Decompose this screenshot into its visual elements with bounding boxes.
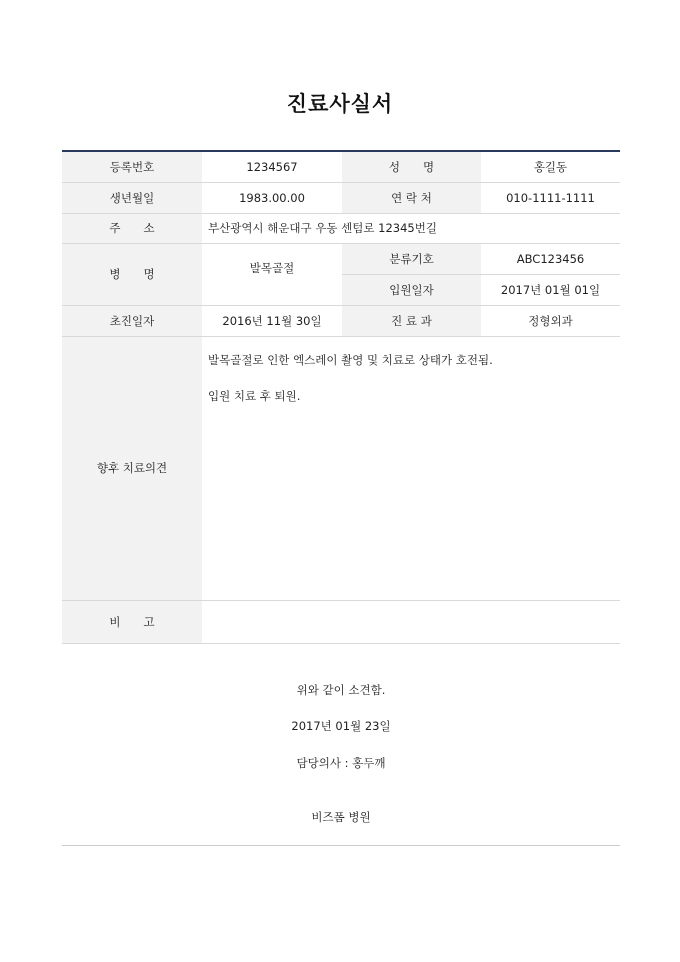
contact-value: 010-1111-1111 <box>481 182 620 213</box>
opinion-line-1: 발목골절로 인한 엑스레이 촬영 및 치료로 상태가 호전됨. <box>208 352 493 367</box>
opinion-line-2: 입원 치료 후 퇴원. <box>208 388 301 403</box>
department-value: 정형외과 <box>481 305 620 336</box>
reg-no-label: 등록번호 <box>62 151 202 182</box>
statement-text: 위와 같이 소견함. <box>296 683 386 697</box>
issue-date: 2017년 01월 23일 <box>291 719 391 733</box>
row-first-visit <box>62 305 620 336</box>
department-label: 진 료 과 <box>342 305 481 336</box>
doctor-signature: 담당의사 : 홍두깨 <box>296 756 386 770</box>
row-disease <box>62 243 620 274</box>
contact-label: 연 락 처 <box>342 182 481 213</box>
first-visit-label: 초진일자 <box>62 305 202 336</box>
class-code-label: 분류기호 <box>342 243 481 274</box>
disease-value: 발목골절 <box>202 243 342 305</box>
address-label: 주 소 <box>62 213 202 243</box>
row-remarks <box>62 600 620 643</box>
opinion-value <box>202 336 620 600</box>
first-visit-value: 2016년 11월 30일 <box>202 305 342 336</box>
bottom-divider <box>62 845 620 846</box>
row-registration <box>62 151 620 182</box>
row-address <box>62 213 620 243</box>
admission-value: 2017년 01월 01일 <box>481 274 620 305</box>
birth-label: 생년월일 <box>62 182 202 213</box>
remarks-value <box>202 600 620 643</box>
class-code-value: ABC123456 <box>481 243 620 274</box>
disease-label: 병 명 <box>62 243 202 305</box>
address-value: 부산광역시 해운대구 우동 센텀로 12345번길 <box>202 213 620 243</box>
document-title: 진료사실서 <box>286 92 394 116</box>
name-label: 성 명 <box>342 151 481 182</box>
reg-no-value: 1234567 <box>202 151 342 182</box>
certificate-table <box>62 150 620 644</box>
hospital-name: 비즈폼 병원 <box>311 810 371 824</box>
admission-label: 입원일자 <box>342 274 481 305</box>
remarks-label: 비 고 <box>62 600 202 643</box>
birth-value: 1983.00.00 <box>202 182 342 213</box>
row-birth <box>62 182 620 213</box>
opinion-label: 향후 치료의견 <box>62 336 202 600</box>
row-opinion <box>62 336 620 600</box>
name-value: 홍길동 <box>481 151 620 182</box>
